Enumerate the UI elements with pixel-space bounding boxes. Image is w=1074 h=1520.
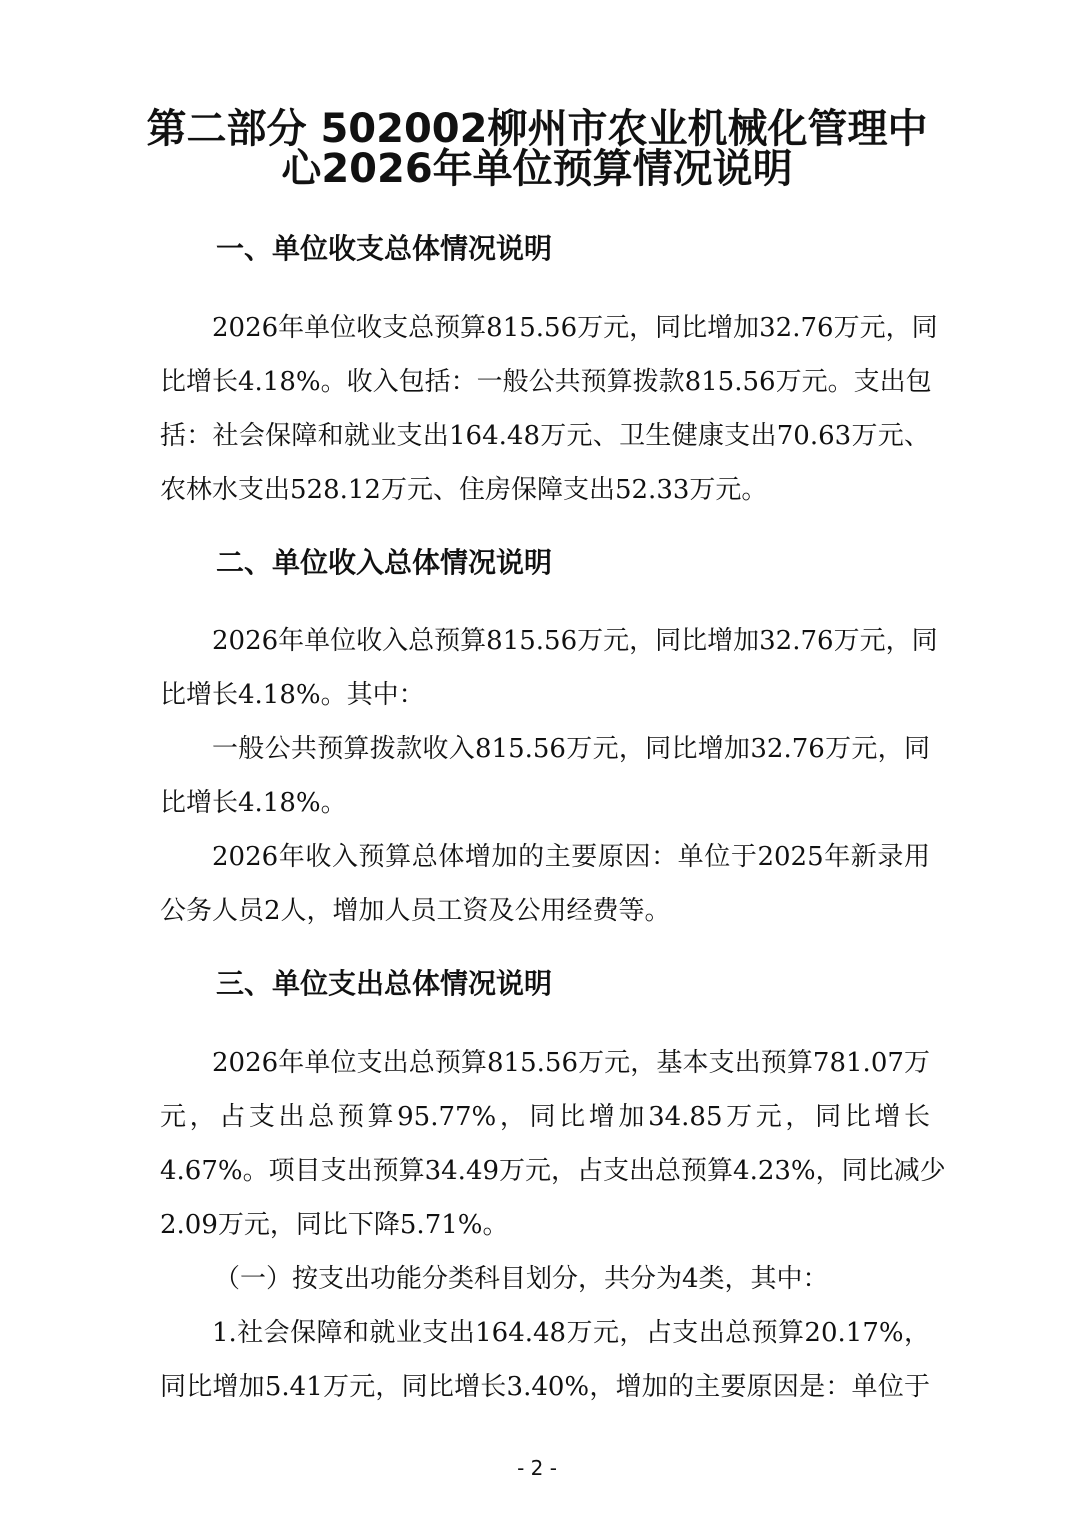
section-3-line-2: 元，占支出总预算95.77%，同比增加34.85万元，同比增长 <box>160 1102 930 1132</box>
section-3-heading: 三、单位支出总体情况说明 <box>216 967 553 1000</box>
section-3-line-6: 1.社会保障和就业支出164.48万元，占支出总预算20.17%， <box>212 1318 930 1348</box>
section-1-line-4: 农林水支出528.12万元、住房保障支出52.33万元。 <box>160 475 768 505</box>
section-1-heading: 一、单位收支总体情况说明 <box>216 232 553 265</box>
page-number: - 2 - <box>517 1456 557 1480</box>
section-1-line-2: 比增长4.18%。收入包括：一般公共预算拨款815.56万元。支出包 <box>160 367 932 397</box>
page-title-line-1: 第二部分 502002柳州市农业机械化管理中 <box>146 106 928 152</box>
section-3-line-4: 2.09万元，同比下降5.71%。 <box>160 1210 509 1240</box>
section-2-line-1: 2026年单位收入总预算815.56万元，同比增加32.76万元，同 <box>212 626 938 656</box>
section-3-line-7: 同比增加5.41万元，同比增长3.40%，增加的主要原因是：单位于 <box>160 1372 930 1402</box>
section-1-line-3: 括：社会保障和就业支出164.48万元、卫生健康支出70.63万元、 <box>160 421 930 451</box>
section-2-line-4: 比增长4.18%。 <box>160 788 347 818</box>
section-3-subheading: （一）按支出功能分类科目划分，共分为4类，其中： <box>214 1264 829 1294</box>
section-2-heading: 二、单位收入总体情况说明 <box>216 546 553 579</box>
section-2-line-5: 2026年收入预算总体增加的主要原因：单位于2025年新录用 <box>212 842 930 872</box>
section-3-line-3: 4.67%。项目支出预算34.49万元，占支出总预算4.23%，同比减少 <box>160 1156 946 1186</box>
section-2-line-3: 一般公共预算拨款收入815.56万元，同比增加32.76万元，同 <box>212 734 930 764</box>
section-2-line-6: 公务人员2人，增加人员工资及公用经费等。 <box>160 896 671 926</box>
page-title-line-2: 心2026年单位预算情况说明 <box>281 146 793 192</box>
section-3-line-1: 2026年单位支出总预算815.56万元，基本支出预算781.07万 <box>212 1048 930 1078</box>
section-2-line-2: 比增长4.18%。其中： <box>160 680 425 710</box>
section-1-line-1: 2026年单位收支总预算815.56万元，同比增加32.76万元，同 <box>212 313 938 343</box>
